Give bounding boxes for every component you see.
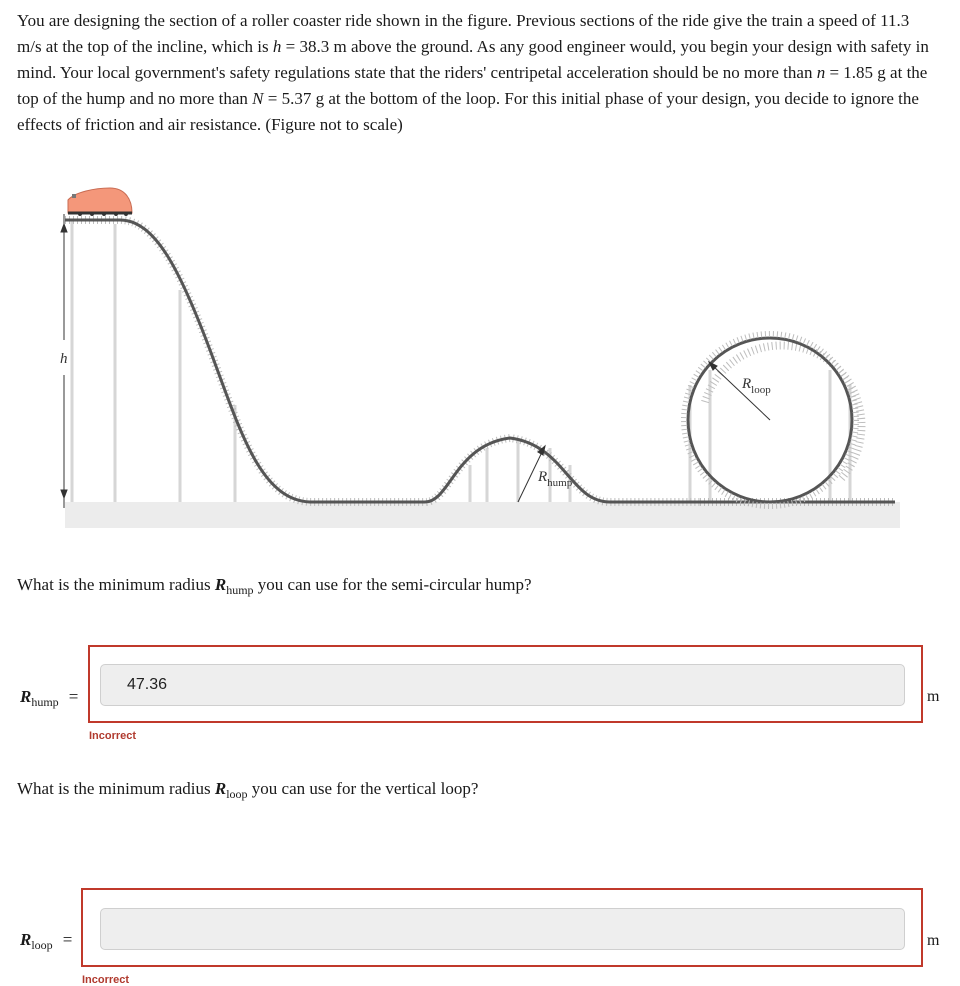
question-2-suffix: you can use for the vertical loop? — [247, 779, 479, 798]
N-value: 5.37 — [281, 89, 312, 108]
feedback-hump: Incorrect — [89, 730, 137, 742]
question-1-var — [214, 575, 254, 597]
track-ties — [65, 220, 895, 502]
answer-box-hump — [88, 645, 923, 723]
loop-radius-main: R — [742, 376, 752, 392]
height-label: h — [60, 351, 68, 367]
problem-text-4: g at the top of the hump and no more than — [17, 63, 928, 108]
height-value: 38.3 — [299, 37, 330, 56]
answer-label-hump-sub: hump — [31, 695, 59, 709]
n-symbol: n — [816, 63, 826, 82]
equals-sign: = — [825, 63, 844, 82]
ground — [65, 502, 900, 528]
track — [65, 220, 895, 502]
N-symbol: N — [252, 89, 264, 108]
unit-hump: m — [927, 688, 940, 705]
answer-row-hump — [0, 645, 960, 765]
question-1-prefix: What is the minimum radius — [17, 575, 215, 594]
r-hump-input[interactable] — [100, 664, 905, 706]
equals-sign: = — [263, 89, 282, 108]
question-1-var-sub: hump — [226, 583, 254, 597]
problem-text-3: m above the ground. As any good engineer would, you begin your design with safety in mind. Your local government's safety regulations state that the riders' centripetal acceleration should be no more than — [17, 37, 929, 82]
roller-coaster-figure — [40, 180, 910, 540]
loop-radius-sub: loop — [751, 384, 771, 396]
hump-radius-label — [537, 469, 573, 489]
question-2-prefix: What is the minimum radius — [17, 779, 215, 798]
answer-label-hump-main: R — [20, 687, 32, 706]
n-value: 1.85 — [843, 63, 874, 82]
speed-value: 11.3 — [880, 11, 910, 30]
answer-row-loop — [0, 888, 960, 986]
question-2-var — [214, 779, 248, 801]
r-loop-input[interactable] — [100, 908, 905, 950]
question-1 — [17, 573, 532, 602]
answer-label-loop-sub: loop — [31, 938, 53, 952]
answer-label-loop — [20, 930, 72, 953]
question-2-var-main: R — [214, 779, 227, 798]
problem-text-5: g at the bottom of the loop. For this initial phase of your design, you decide to ignore the effects of friction and air resistance. (Figure not to scale) — [17, 89, 919, 134]
answer-label-loop-var — [20, 930, 53, 952]
coaster-car — [68, 188, 132, 216]
loop-radius-label — [741, 376, 771, 396]
track-supports — [72, 220, 850, 502]
question-2-var-sub: loop — [226, 787, 248, 801]
hump-radius-sub: hump — [547, 477, 573, 489]
answer-box-loop — [81, 888, 923, 967]
hump-radius-main: R — [538, 469, 548, 485]
h-symbol: h — [272, 37, 282, 56]
question-2 — [17, 777, 478, 806]
answer-label-loop-main: R — [20, 930, 32, 949]
question-1-var-main: R — [214, 575, 227, 594]
unit-loop: m — [927, 932, 940, 949]
feedback-loop: Incorrect — [82, 974, 130, 986]
answer-label-hump — [20, 687, 78, 710]
problem-text-2: m/s at the top of the incline, which is — [17, 37, 273, 56]
answer-label-hump-var — [20, 687, 59, 709]
question-1-suffix: you can use for the semi-circular hump? — [253, 575, 532, 594]
problem-text-1: You are designing the section of a roller coaster ride shown in the figure. Previous sections of the ride give the train a speed of — [17, 11, 881, 30]
answer-label-loop-equals: = — [62, 930, 73, 949]
answer-label-hump-equals: = — [68, 687, 79, 706]
equals-sign: = — [281, 37, 300, 56]
problem-statement — [17, 8, 937, 138]
